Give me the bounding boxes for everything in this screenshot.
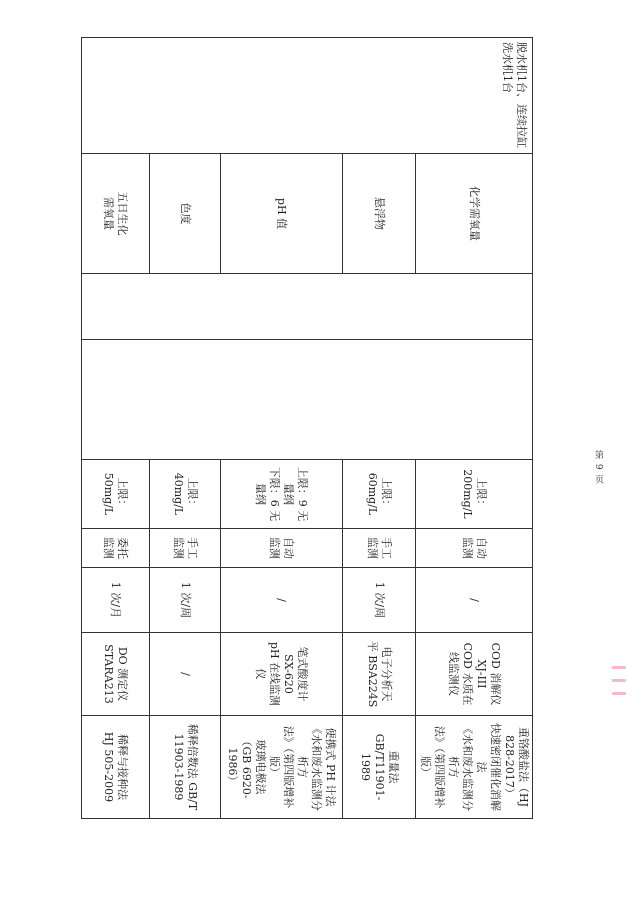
limit-cell: 上限： 200mg/L xyxy=(416,460,533,529)
frequency-cell: / xyxy=(416,568,533,633)
instrument-cell: 笔式酸度计 SX-620 pH 在线监测 仪 xyxy=(221,633,343,716)
indicator-cell: 五日生化 需氧量 xyxy=(82,154,150,274)
method-cell: 手工 监测 xyxy=(150,529,221,568)
method-cell: 自动 监测 xyxy=(221,529,343,568)
instrument-cell: COD 消解仪 XJ-III COD 水质在 线监测仪 xyxy=(416,633,533,716)
instrument-cell: DO 测定仪 STARA213 xyxy=(82,633,150,716)
empty-cell xyxy=(82,340,533,460)
empty-cell xyxy=(82,274,533,340)
method-cell: 自动 监测 xyxy=(416,529,533,568)
instrument-cell: 电子分析天 平 BSA224S xyxy=(343,633,416,716)
indicator-cell: pH 值 xyxy=(221,154,343,274)
indicator-cell: 化学需氧量 xyxy=(416,154,533,274)
standard-cell: 稀释与接种法 HJ 505-2009 xyxy=(82,716,150,819)
method-cell: 委托 监测 xyxy=(82,529,150,568)
frequency-cell: / xyxy=(221,568,343,633)
equipment-cell: 脱水机1台、连续拉缸洗水机1台 xyxy=(82,38,533,154)
monitoring-table xyxy=(81,37,533,819)
frequency-cell: 1 次/月 xyxy=(82,568,150,633)
monitoring-table-rotated xyxy=(83,37,533,818)
standard-cell: 稀释倍数法 GB/T 11903-1989 xyxy=(150,716,221,819)
indicator-cell: 悬浮物 xyxy=(343,154,416,274)
standard-cell: 重量法 GB/T11901-1989 xyxy=(343,716,416,819)
standard-cell: 便携式 PH 计法 《水和废水监测分析方 法》（第四版增补版） 玻璃电极法 （GB 6920-1986） xyxy=(221,716,343,819)
limit-cell: 上限： 40mg/L xyxy=(150,460,221,529)
limit-cell: 上限：9 无 量纲 下限：6 无 量纲 xyxy=(221,460,343,529)
red-stamp-fragment xyxy=(608,660,630,780)
instrument-cell: / xyxy=(150,633,221,716)
table-row xyxy=(416,38,533,819)
limit-cell: 上限： 60mg/L xyxy=(343,460,416,529)
indicator-cell: 色度 xyxy=(150,154,221,274)
limit-cell: 上限： 50mg/L xyxy=(82,460,150,529)
frequency-cell: 1 次/周 xyxy=(343,568,416,633)
standard-cell: 重铬酸盐法（HJ 828-2017） 快速密闭催化消解法 《水和废水监测分析方 法》（第四版增补版） xyxy=(416,716,533,819)
method-cell: 手工 监测 xyxy=(343,529,416,568)
frequency-cell: 1 次/周 xyxy=(150,568,221,633)
page-number: 第 9 页 xyxy=(593,450,603,485)
